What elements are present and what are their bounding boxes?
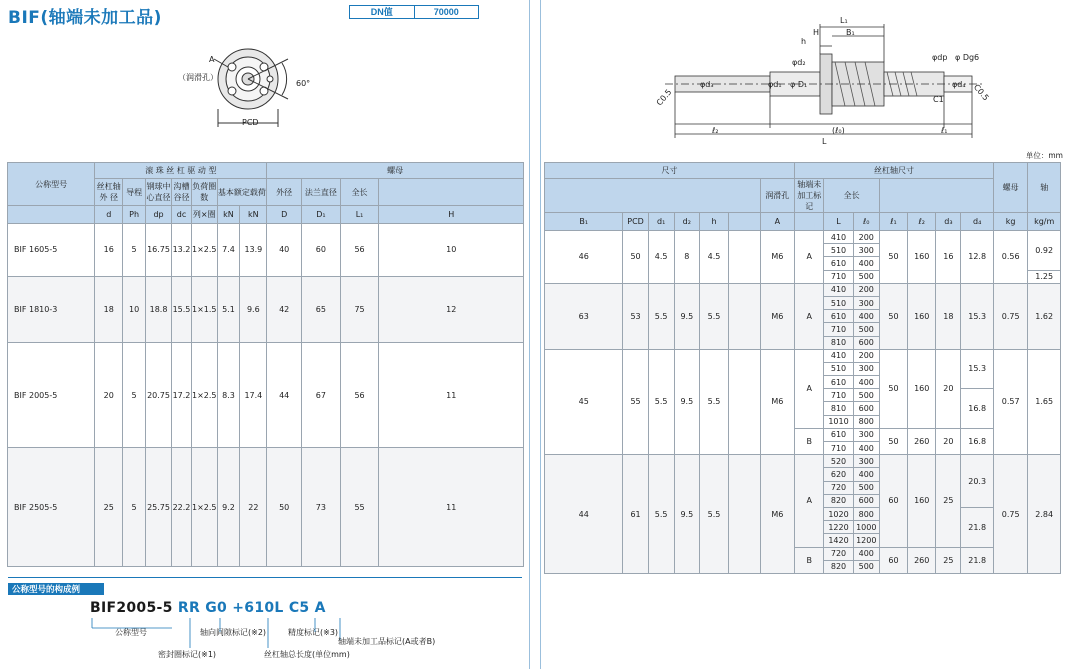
th-shaft-mass: 轴 [1028,163,1061,213]
table-row [8,342,524,448]
cell-dp: 18.8 [146,276,172,342]
dim-d2: φd₂ [792,58,806,67]
cell-d: 16 [95,224,123,277]
dim-h: H [813,28,820,37]
cell-shaft-mass: 1.65 [1028,349,1061,455]
th-sym-ph: Ph [123,206,146,224]
th-drive-group: 滚 珠 丝 杠 驱 动 型 [95,163,267,179]
dim-c1: C1 [933,95,944,104]
cell-d1: 5.5 [648,283,674,349]
cell-shaft-mass: 0.92 [1028,231,1061,271]
cell-length-l0: 600 [853,402,879,415]
cell-length-l: 610 [824,428,853,441]
cell-length-l: 720 [824,481,853,494]
th-sym-kgm: kg/m [1028,213,1061,231]
unit-label: 单位：mm [1025,151,1063,160]
cell-nut-mass: 0.75 [993,283,1028,349]
th-flange-od: 法兰直径 [302,179,341,206]
label-angle: 60° [296,79,311,88]
cell-lube: M6 [760,231,795,284]
cell-d: 50 [267,448,302,567]
cell-ph: 10 [123,276,146,342]
cell-length-l0: 500 [853,389,879,402]
cell-length-l0: 500 [853,560,879,573]
cell-d4: 21.8 [961,507,993,547]
th-sym-L: L [824,213,853,231]
dim-c05-right: C0.5 [971,82,991,103]
cell-l2: 160 [908,455,936,547]
code-model: BIF2005-5 [90,600,173,616]
cell-d3: 25 [936,455,961,547]
cell-d4: 12.8 [961,231,993,284]
spec-table-right [544,162,1061,574]
cell-length-l0: 400 [853,376,879,389]
cell-length-l0: 300 [853,455,879,468]
cell-length-l: 610 [824,376,853,389]
th-sym-kn1: kN [217,206,240,224]
cell-d4: 15.3 [961,283,993,349]
cell-nut-mass: 0.56 [993,231,1028,284]
code-clearance: G0 [205,600,228,616]
cell-dp: 16.75 [146,224,172,277]
th-sym-D: D [267,206,302,224]
cell-b1: 45 [545,349,623,455]
cell-length-l: 410 [824,231,853,244]
cell-coa: 9.6 [240,276,267,342]
cell-length-l0: 1000 [853,521,879,534]
cell-l1: 50 [879,283,907,349]
cell-d3: 20 [936,349,961,428]
th-sym-turns: 列×圈 [191,206,217,224]
table-row [8,224,524,277]
dim-dp: φdp [932,53,948,62]
th-sym-kn2: kN [240,206,267,224]
dim-b1: B₁ [846,28,855,37]
cell-d: 44 [267,342,302,448]
code-length: +610L [232,600,284,616]
cell-model: BIF 2005-5 [8,342,95,448]
cell-length-l: 620 [824,468,853,481]
cell-d4: 20.3 [961,455,993,508]
spec-table-left [7,162,524,567]
cell-d1: 67 [302,342,341,448]
th-sym-dp: dp [146,206,172,224]
cell-length-l0: 400 [853,442,879,455]
cell-length-l: 710 [824,323,853,336]
th-sym-model-blank [8,206,95,224]
th-model: 公称型号 [8,163,95,206]
cell-d: 20 [95,342,123,448]
cell-l1: 55 [340,448,379,567]
code-seal: RR [177,600,201,616]
th-nut-group: 螺母 [267,163,524,179]
cell-length-l0: 300 [853,428,879,441]
dim-l2: ℓ₂ [712,126,719,135]
cell-d4: 21.8 [961,547,993,573]
cell-length-l0: 400 [853,310,879,323]
th-sym-L1: L₁ [340,206,379,224]
cell-coa: 17.4 [240,342,267,448]
cell-length-l0: 400 [853,257,879,270]
th-shaft-group: 丝杠轴尺寸 [795,163,994,179]
cell-h: 12 [379,276,524,342]
cell-length-l0: 400 [853,547,879,560]
cell-shaft-end-mark: A [795,283,824,349]
th-sym-d4: d₄ [961,213,993,231]
cell-coa: 13.9 [240,224,267,277]
cell-d2: 9.5 [674,349,699,455]
cell-length-l0: 500 [853,270,879,283]
th-sym-D1: D₁ [302,206,341,224]
cell-blank [729,231,760,284]
cell-coa: 22 [240,448,267,567]
cell-length-l: 1420 [824,534,853,547]
cell-lube: M6 [760,283,795,349]
cell-l2: 160 [908,283,936,349]
cell-b1: 63 [545,283,623,349]
cell-ca: 7.4 [217,224,240,277]
cell-dc: 15.5 [172,276,192,342]
cell-length-l: 1020 [824,507,853,520]
th-lube: 润滑孔 [760,179,795,213]
cell-length-l: 1220 [824,521,853,534]
cell-length-l: 810 [824,402,853,415]
cell-nut-mass: 0.57 [993,349,1028,455]
cell-length-l: 610 [824,257,853,270]
cell-d3: 16 [936,231,961,284]
cell-d2: 9.5 [674,455,699,574]
cell-d1: 60 [302,224,341,277]
cell-l2: 160 [908,349,936,428]
cell-d3: 18 [936,283,961,349]
cell-length-l0: 400 [853,468,879,481]
cell-length-l0: 500 [853,323,879,336]
cell-dc: 13.2 [172,224,192,277]
th-sym-l0: ℓ₀ [853,213,879,231]
dim-d1: φd₁ [768,80,782,89]
note-model: 公称型号 [115,628,147,637]
cell-lube: M6 [760,455,795,574]
cell-turns: 1×2.5 [191,342,217,448]
cell-length-l: 1010 [824,415,853,428]
cell-shaft-end-mark: B [795,428,824,454]
cell-d1: 65 [302,276,341,342]
cell-d: 40 [267,224,302,277]
cell-length-l: 410 [824,283,853,296]
cell-length-l: 510 [824,296,853,309]
th-sym-A: A [760,213,795,231]
cell-l1: 50 [879,231,907,284]
th-sym-B1: B₁ [545,213,623,231]
dim-d1-cap: φ D₁ [790,80,808,89]
cell-dc: 17.2 [172,342,192,448]
cell-l1: 50 [879,428,907,454]
th-load-turns: 负荷圈数 [191,179,217,206]
cell-d: 25 [95,448,123,567]
cell-d1: 5.5 [648,455,674,574]
cell-l1: 60 [879,455,907,547]
dim-l0: (ℓ₀) [832,126,845,135]
th-sym-d1: d₁ [648,213,674,231]
th-rated-load: 基本额定载荷 [217,179,267,206]
dim-l1-small: ℓ₁ [941,126,948,135]
cell-length-l0: 600 [853,494,879,507]
cell-l2: 260 [908,547,936,573]
cell-model: BIF 2505-5 [8,448,95,567]
cell-length-l0: 300 [853,296,879,309]
cell-ca: 5.1 [217,276,240,342]
dn-value-box [349,5,479,19]
cell-nut-mass: 0.75 [993,455,1028,574]
cell-d1: 73 [302,448,341,567]
cell-length-l: 510 [824,362,853,375]
cell-length-l: 710 [824,389,853,402]
cell-l1: 75 [340,276,379,342]
th-shaft-od: 丝杠轴外 径 [95,179,123,206]
th-sym-l2: ℓ₂ [908,213,936,231]
cell-b1: 44 [545,455,623,574]
cell-d3: 25 [936,547,961,573]
cell-d4: 16.8 [961,389,993,429]
cell-h: 5.5 [699,455,728,574]
th-sym-h: h [699,213,728,231]
cell-dc: 22.2 [172,448,192,567]
cell-turns: 1×2.5 [191,224,217,277]
page-divider [529,0,530,669]
cell-h: 4.5 [699,231,728,284]
dim-dg6: φ Dg6 [955,53,980,62]
cell-blank [729,455,760,574]
th-sym-kg: kg [993,213,1028,231]
cell-shaft-end-mark: A [795,231,824,284]
cell-model: BIF 1810-3 [8,276,95,342]
dim-l1: L₁ [840,16,848,25]
cell-length-l0: 500 [853,481,879,494]
cell-ca: 9.2 [217,448,240,567]
cell-d2: 8 [674,231,699,284]
cell-h: 10 [379,224,524,277]
cell-d4: 15.3 [961,349,993,389]
cell-b1: 46 [545,231,623,284]
cell-d: 18 [95,276,123,342]
cell-length-l0: 200 [853,231,879,244]
cell-model: BIF 1605-5 [8,224,95,277]
th-shaft-end: 轴端未加工标记 [795,179,824,213]
cell-ph: 5 [123,224,146,277]
page-divider-right [540,0,541,669]
note-shaft-end: 轴端未加工品标记(A或者B) [338,637,436,646]
cell-ca: 8.3 [217,342,240,448]
cell-length-l: 520 [824,455,853,468]
dim-c05-left: C0.5 [654,87,674,108]
cell-length-l: 820 [824,560,853,573]
cell-d: 42 [267,276,302,342]
cell-blank [729,349,760,455]
label-a: A [209,55,215,64]
cell-l2: 160 [908,231,936,284]
cell-turns: 1×1.5 [191,276,217,342]
cell-l2: 260 [908,428,936,454]
example-code [90,600,326,616]
th-sym-d: d [95,206,123,224]
cell-length-l: 710 [824,270,853,283]
cell-h: 5.5 [699,349,728,455]
note-clearance: 轴向间隙标记(※2) [200,628,267,637]
cell-length-l: 710 [824,442,853,455]
cell-length-l0: 300 [853,244,879,257]
example-rule [8,577,522,578]
cell-ph: 5 [123,342,146,448]
th-shaft-len: 全长 [824,179,879,213]
th-sym-l1: ℓ₁ [879,213,907,231]
cell-shaft-end-mark: B [795,547,824,573]
cell-length-l: 810 [824,336,853,349]
cell-l1: 60 [879,547,907,573]
cell-blank [729,283,760,349]
th-sym-dc: dc [172,206,192,224]
table-row [8,276,524,342]
cell-length-l: 510 [824,244,853,257]
label-lube-hole: （润滑孔） [178,73,218,82]
cell-d1: 4.5 [648,231,674,284]
th-sym-d3: d₃ [936,213,961,231]
cell-pcd: 55 [623,349,648,455]
dn-value: 70000 [414,6,479,18]
th-length: 全长 [340,179,379,206]
code-shaft-end: A [314,600,326,616]
table-subrow [545,349,1061,362]
dn-label: DN值 [370,7,393,17]
cell-pcd: 53 [623,283,648,349]
cell-length-l: 410 [824,349,853,362]
th-sym-H: H [379,206,524,224]
cell-length-l0: 1200 [853,534,879,547]
dim-d4: φd₄ [952,80,966,89]
th-size-group: 尺寸 [545,163,795,179]
cell-dp: 25.75 [146,448,172,567]
cell-length-l0: 800 [853,415,879,428]
cell-d2: 9.5 [674,283,699,349]
cell-length-l0: 300 [853,362,879,375]
cell-length-l: 610 [824,310,853,323]
cell-length-l0: 600 [853,336,879,349]
cell-l1: 56 [340,342,379,448]
example-header: 公称型号的构成例 [8,583,104,595]
cell-length-l0: 800 [853,507,879,520]
cell-pcd: 61 [623,455,648,574]
cell-lube: M6 [760,349,795,455]
cell-d1: 5.5 [648,349,674,455]
th-sym-PCD: PCD [623,213,648,231]
cell-ph: 5 [123,448,146,567]
dim-d3: φd₃ [700,80,714,89]
cell-length-l: 720 [824,547,853,560]
dim-small-h: h [801,37,807,46]
cell-length-l0: 200 [853,283,879,296]
cell-d4: 16.8 [961,428,993,454]
table-row [8,448,524,567]
cell-turns: 1×2.5 [191,448,217,567]
cell-pcd: 50 [623,231,648,284]
cell-length-l: 820 [824,494,853,507]
note-seal: 密封圈标记(※1) [158,650,217,659]
dim-l: L [822,137,827,146]
cell-shaft-mass: 1.62 [1028,283,1061,349]
cell-h: 11 [379,342,524,448]
code-accuracy: C5 [288,600,310,616]
note-accuracy: 精度标记(※3) [288,628,339,637]
cell-shaft-end-mark: A [795,455,824,547]
cell-l1: 56 [340,224,379,277]
th-lead: 导程 [123,179,146,206]
label-pcd: PCD [242,118,259,127]
th-groove: 沟槽谷径 [172,179,192,206]
cell-d3: 20 [936,428,961,454]
th-nut-od: 外径 [267,179,302,206]
cell-length-l0: 200 [853,349,879,362]
cell-h: 11 [379,448,524,567]
th-nut-mass: 螺母 [993,163,1028,213]
note-length: 丝杠轴总长度(单位mm) [264,650,350,659]
table-subrow [545,283,1061,296]
th-ball-pcd: 钢球中心直径 [146,179,172,206]
cell-shaft-mass: 2.84 [1028,455,1061,574]
cell-l1: 50 [879,349,907,428]
page-title: BIF(轴端未加工品) [8,8,162,28]
cell-shaft-mass: 1.25 [1028,270,1061,283]
table-subrow [545,455,1061,468]
th-sym-d2: d₂ [674,213,699,231]
cell-shaft-end-mark: A [795,349,824,428]
table-subrow [545,231,1061,244]
cell-h: 5.5 [699,283,728,349]
cell-dp: 20.75 [146,342,172,448]
